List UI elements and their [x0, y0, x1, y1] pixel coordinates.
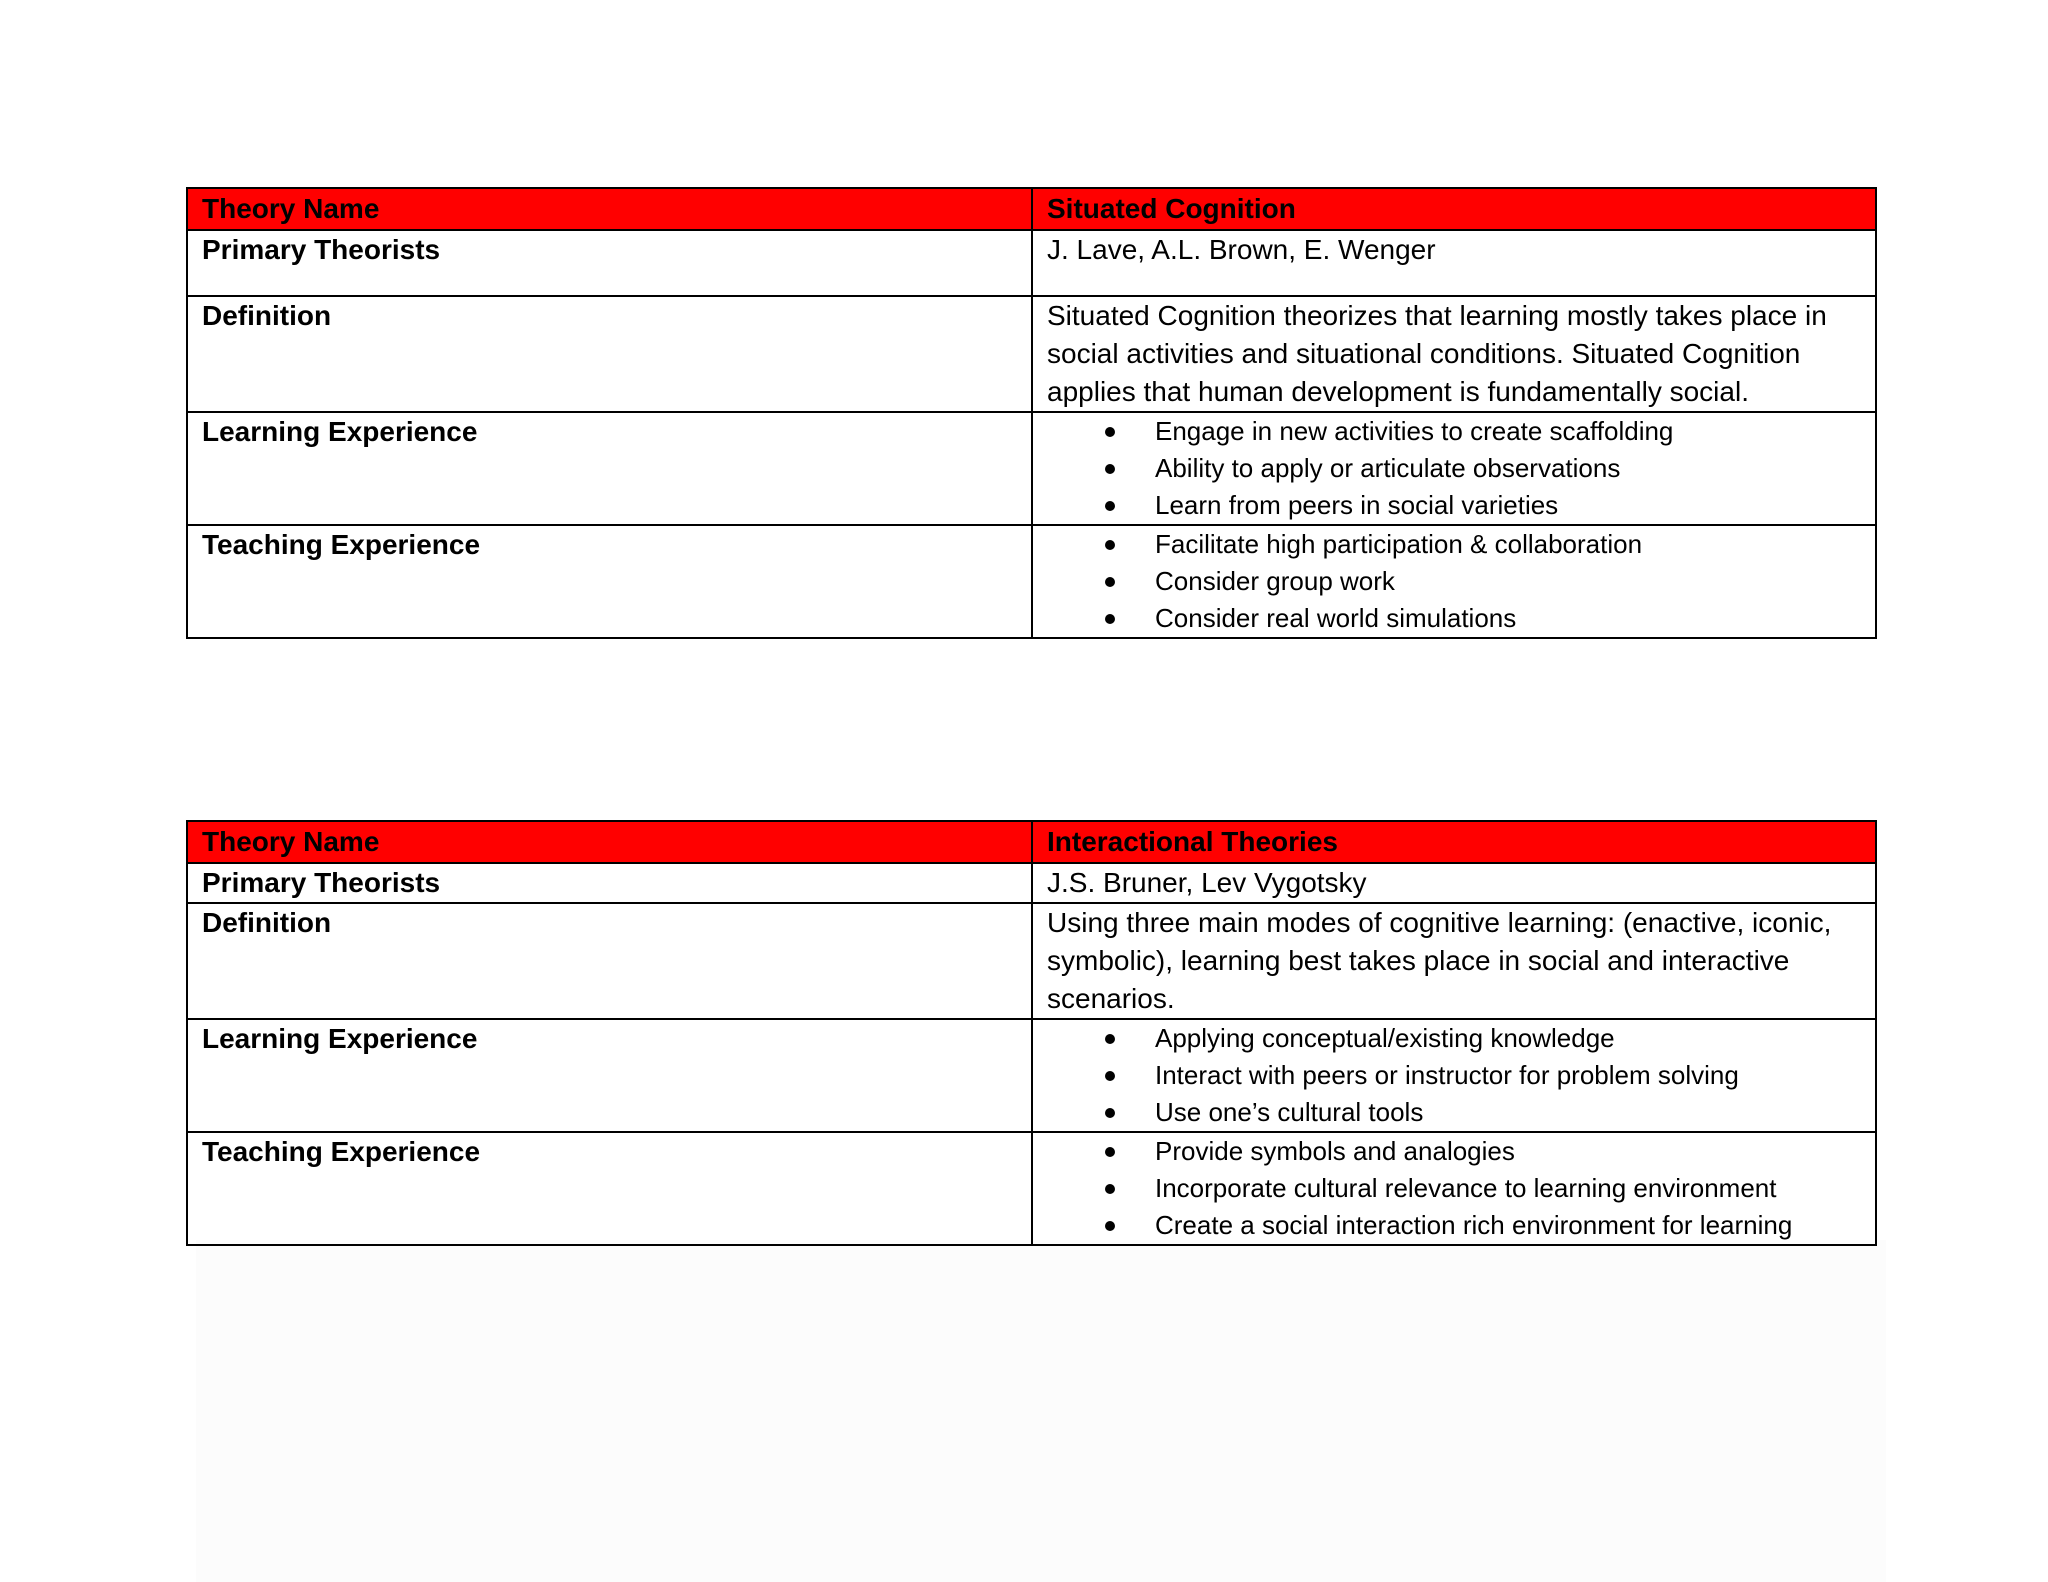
list-item [1047, 1020, 1861, 1057]
row-label-teaching-experience: Teaching Experience [202, 529, 481, 560]
list-item [1047, 1133, 1861, 1170]
row-value-cell [1032, 230, 1876, 296]
bullet-icon [1105, 1071, 1115, 1081]
row-label-cell [187, 525, 1032, 638]
row-label-learning-experience: Learning Experience [202, 1023, 478, 1054]
list-item-text: Applying conceptual/existing knowledge [1155, 1023, 1615, 1053]
list-item-text: Learn from peers in social varieties [1155, 490, 1559, 520]
row-label-cell [187, 903, 1032, 1019]
row-label-cell [187, 230, 1032, 296]
list-item [1047, 1057, 1861, 1094]
theory-table-interactional-theories [186, 820, 1877, 1246]
list-item-text: Consider group work [1155, 566, 1395, 596]
row-label-cell [187, 1132, 1032, 1245]
bullet-icon [1105, 614, 1115, 624]
theory-name: Situated Cognition [1047, 193, 1296, 224]
bullet-icon [1105, 577, 1115, 587]
list-item [1047, 526, 1861, 563]
primary-theorists-value: J.S. Bruner, Lev Vygotsky [1047, 867, 1367, 898]
table-row-definition [187, 903, 1876, 1019]
table-row-teaching-experience [187, 525, 1876, 638]
theory-name: Interactional Theories [1047, 826, 1338, 857]
bullet-icon [1105, 501, 1115, 511]
primary-theorists-value: J. Lave, A.L. Brown, E. Wenger [1047, 234, 1436, 265]
bullet-icon [1105, 1184, 1115, 1194]
theory-table-situated-cognition [186, 187, 1877, 639]
table-row-learning-experience [187, 1019, 1876, 1132]
definition-value: Situated Cognition theorizes that learning mostly takes place in social activities and situational conditions. Situated Cognition applies that human development is fundamentally social. [1047, 300, 1827, 407]
row-value-cell [1032, 1019, 1876, 1132]
learning-experience-list [1047, 413, 1861, 524]
table-row-learning-experience [187, 412, 1876, 525]
list-item-text: Provide symbols and analogies [1155, 1136, 1515, 1166]
list-item-text: Consider real world simulations [1155, 603, 1517, 633]
row-value-cell [1032, 1132, 1876, 1245]
row-label-learning-experience: Learning Experience [202, 416, 478, 447]
list-item [1047, 413, 1861, 450]
list-item-text: Ability to apply or articulate observations [1155, 453, 1621, 483]
bullet-icon [1105, 1108, 1115, 1118]
row-label-definition: Definition [202, 300, 332, 331]
row-value-cell [1032, 412, 1876, 525]
table-row-teaching-experience [187, 1132, 1876, 1245]
row-value-cell [1032, 525, 1876, 638]
row-label-teaching-experience: Teaching Experience [202, 1136, 481, 1167]
table-row-primary-theorists [187, 863, 1876, 903]
header-label: Theory Name [202, 193, 380, 224]
teaching-experience-list [1047, 1133, 1861, 1244]
row-value-cell [1032, 903, 1876, 1019]
row-label-cell [187, 412, 1032, 525]
list-item [1047, 1094, 1861, 1131]
row-label-cell [187, 296, 1032, 412]
row-label-primary-theorists: Primary Theorists [202, 234, 441, 265]
row-value-cell [1032, 863, 1876, 903]
list-item-text: Interact with peers or instructor for problem solving [1155, 1060, 1739, 1090]
teaching-experience-list [1047, 526, 1861, 637]
list-item [1047, 450, 1861, 487]
table-row-definition [187, 296, 1876, 412]
list-item-text: Use one’s cultural tools [1155, 1097, 1424, 1127]
row-label-definition: Definition [202, 907, 332, 938]
header-label-cell [187, 188, 1032, 230]
bullet-icon [1105, 427, 1115, 437]
table-header-row [187, 821, 1876, 863]
list-item-text: Facilitate high participation & collaboration [1155, 529, 1643, 559]
header-label: Theory Name [202, 826, 380, 857]
list-item [1047, 487, 1861, 524]
list-item-text: Create a social interaction rich environment for learning [1155, 1210, 1793, 1240]
row-label-primary-theorists: Primary Theorists [202, 867, 441, 898]
bullet-icon [1105, 1034, 1115, 1044]
header-value-cell [1032, 821, 1876, 863]
bullet-icon [1105, 1147, 1115, 1157]
row-value-cell [1032, 296, 1876, 412]
bullet-icon [1105, 464, 1115, 474]
list-item [1047, 1170, 1861, 1207]
header-label-cell [187, 821, 1032, 863]
definition-value: Using three main modes of cognitive learning: (enactive, iconic, symbolic), learning best takes place in social and interactive scenarios. [1047, 907, 1832, 1014]
row-label-cell [187, 863, 1032, 903]
bullet-icon [1105, 1221, 1115, 1231]
list-item [1047, 1207, 1861, 1244]
list-item-text: Engage in new activities to create scaffolding [1155, 416, 1674, 446]
row-label-cell [187, 1019, 1032, 1132]
header-value-cell [1032, 188, 1876, 230]
table-row-primary-theorists [187, 230, 1876, 296]
page-background-shade [196, 1240, 1886, 1582]
list-item [1047, 600, 1861, 637]
learning-experience-list [1047, 1020, 1861, 1131]
table-header-row [187, 188, 1876, 230]
list-item [1047, 563, 1861, 600]
list-item-text: Incorporate cultural relevance to learning environment [1155, 1173, 1777, 1203]
bullet-icon [1105, 540, 1115, 550]
